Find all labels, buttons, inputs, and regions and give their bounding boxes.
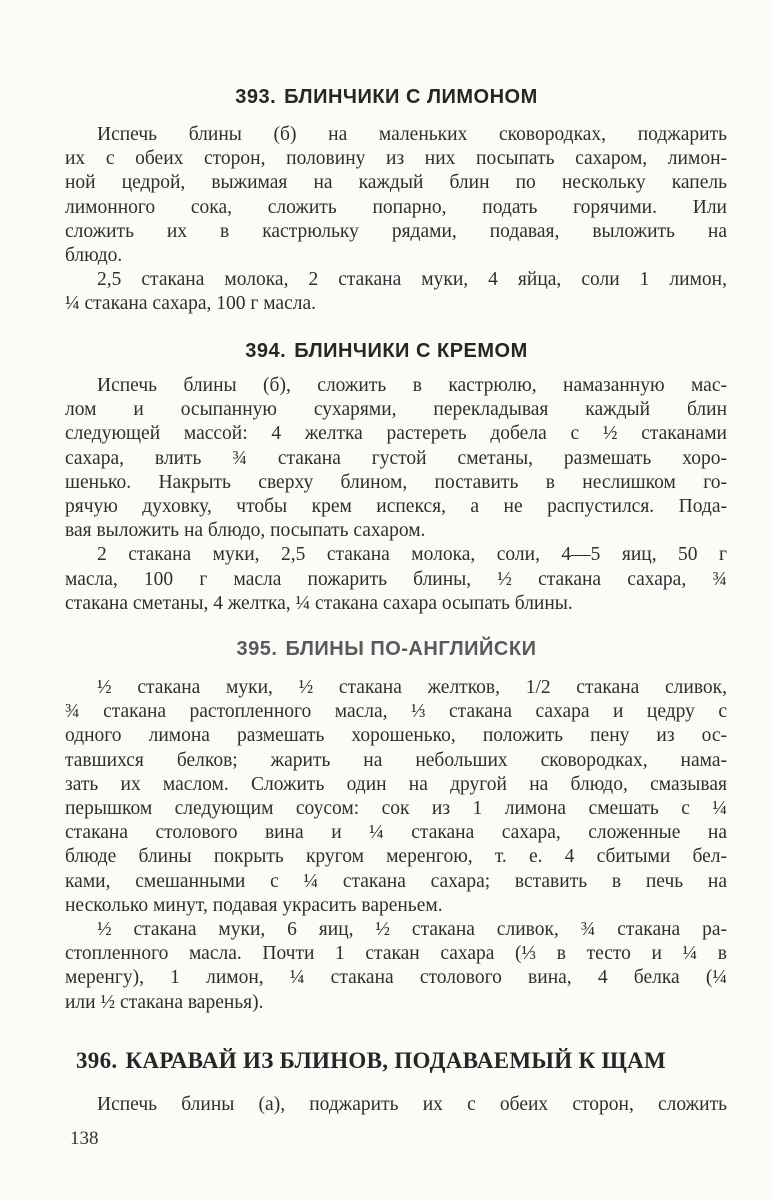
page-number: 138 [70, 1128, 99, 1149]
text-line: Испечь блины (б) на маленьких сковородках, поджарить [97, 124, 727, 145]
recipe-number: 393. [235, 86, 277, 108]
text-line: рячую духовку, чтобы крем испекся, а не распустился. Пода- [65, 496, 727, 518]
text-line: перышком следующим соусом: сок из 1 лимона смешать с ¼ [65, 798, 727, 820]
text-line: несколько минут, подавая украсить вареньем. [65, 894, 443, 916]
recipe-396-title [0, 1048, 773, 1074]
ingredient-line: 2 стакана муки, 2,5 стакана молока, соли, 4—5 яиц, 50 г [97, 544, 727, 566]
ingredient-line: ½ стакана муки, 6 яиц, ½ стакана сливок, ¾ стакана ра- [97, 919, 727, 941]
ingredient-line: меренгу), 1 лимон, ¼ стакана столового вина, 4 белка (¼ [65, 967, 727, 989]
recipe-name: БЛИНЧИКИ С КРЕМОМ [294, 340, 528, 362]
text-line: одного лимона размешать хорошенько, положить пену из ос- [65, 725, 727, 747]
recipe-394-body [65, 374, 727, 616]
recipe-number: 395. [236, 638, 278, 660]
text-line: стакана столового вина и ¼ стакана сахара, сложенные на [65, 822, 727, 844]
text-line: лом и осыпанную сухарями, перекладывая каждый блин [65, 399, 727, 421]
text-line: лимонного сока, сложить попарно, подать горячими. Или [65, 196, 727, 218]
text-line: Испечь блины (б), сложить в кастрюлю, намазанную мас- [97, 375, 727, 396]
recipe-393-title [0, 86, 773, 109]
text-line: шенько. Накрыть сверху блином, поставить в неслишком го- [65, 471, 727, 493]
text-line: блюдо. [65, 245, 123, 267]
recipe-395-title [0, 638, 773, 661]
text-line: ками, смешанными с ¼ стакана сахара; вставить в печь на [65, 870, 727, 892]
text-line: ¾ стакана растопленного масла, ⅓ стакана сахара и цедру с [65, 701, 727, 723]
recipe-395-body [65, 676, 727, 1015]
text-line: зать их маслом. Сложить один на другой на блюдо, смазывая [65, 773, 727, 795]
ingredient-line: 2,5 стакана молока, 2 стакана муки, 4 яйца, соли 1 лимон, [97, 269, 727, 291]
text-line: ½ стакана муки, ½ стакана желтков, 1/2 стакана сливок, [97, 677, 727, 698]
recipe-393-body [65, 123, 727, 317]
text-line: ной цедрой, выжимая на каждый блин по нескольку капель [65, 172, 727, 194]
text-line: тавшихся белков; жарить на небольших сковородках, нама- [65, 749, 727, 771]
recipe-396-body [65, 1093, 727, 1117]
recipe-number: 396. [76, 1048, 118, 1073]
ingredient-line: стопленного масла. Почти 1 стакан сахара (⅓ в тесто и ¼ в [65, 943, 727, 965]
recipe-number: 394. [245, 340, 287, 362]
ingredient-line: ¼ стакана сахара, 100 г масла. [65, 293, 316, 315]
text-line: сахара, влить ¾ стакана густой сметаны, размешать хоро- [65, 447, 727, 469]
ingredient-line: масла, 100 г масла пожарить блины, ½ стакана сахара, ¾ [65, 568, 727, 590]
recipe-name: КАРАВАЙ ИЗ БЛИНОВ, ПОДАВАЕМЫЙ К ЩАМ [125, 1048, 667, 1073]
recipe-name: БЛИНЫ ПО-АНГЛИЙСКИ [285, 638, 537, 660]
text-line: следующей массой: 4 желтка растереть добела с ½ стаканами [65, 423, 727, 445]
text-line: вая выложить на блюдо, посыпать сахаром. [65, 520, 426, 542]
text-line: их с обеих сторон, половину из них посыпать сахаром, лимон- [65, 148, 727, 170]
recipe-name: БЛИНЧИКИ С ЛИМОНОМ [284, 86, 538, 108]
recipe-394-title [0, 340, 773, 363]
text-line: сложить их в кастрюльку рядами, подавая, выложить на [65, 220, 727, 242]
text-line: Испечь блины (а), поджарить их с обеих сторон, сложить [97, 1094, 727, 1115]
text-line: блюде блины покрыть кругом меренгою, т. е. 4 сбитыми бел- [65, 846, 727, 868]
ingredient-line: стакана сметаны, 4 желтка, ¼ стакана сахара осыпать блины. [65, 592, 573, 614]
ingredient-line: или ½ стакана варенья). [65, 991, 264, 1013]
